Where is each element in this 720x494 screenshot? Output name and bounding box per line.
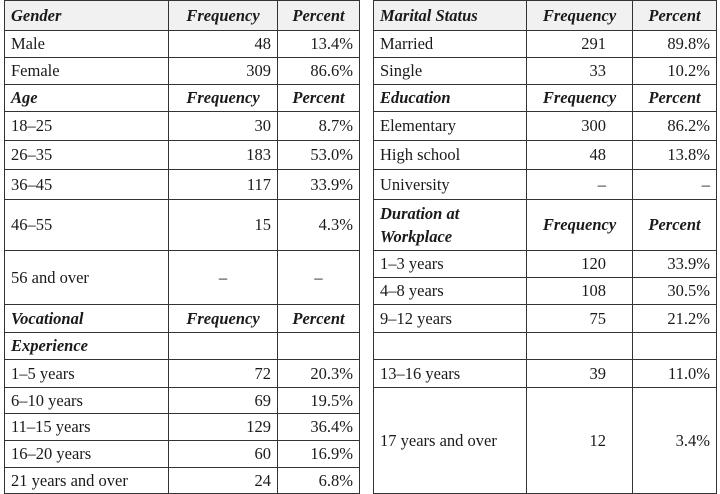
table-row	[5, 31, 360, 58]
row-frequency: 291	[527, 31, 633, 58]
row-frequency: 300	[527, 112, 633, 141]
frequency-header: Frequency	[169, 85, 278, 112]
table-row	[5, 200, 360, 251]
row-frequency: 48	[527, 141, 633, 170]
row-label: Single	[374, 58, 527, 85]
empty-cell	[278, 333, 360, 360]
row-label: 6–10 years	[5, 388, 169, 414]
row-percent: 10.2%	[633, 58, 717, 85]
table-row	[374, 305, 717, 333]
row-frequency: 12	[527, 388, 633, 494]
duration-at-workplace-header: Duration at Workplace	[374, 200, 527, 251]
table-row	[374, 388, 717, 494]
row-frequency: 33	[527, 58, 633, 85]
percent-header: Percent	[278, 85, 360, 112]
row-percent: 33.9%	[278, 170, 360, 200]
table-row	[374, 58, 717, 85]
table-row	[5, 170, 360, 200]
row-label: 36–45	[5, 170, 169, 200]
table-row	[5, 360, 360, 388]
table-row	[5, 58, 360, 85]
frequency-header: Frequency	[169, 1, 278, 31]
table-row	[5, 468, 360, 494]
row-percent: 33.9%	[633, 251, 717, 278]
row-percent: 20.3%	[278, 360, 360, 388]
row-percent: 16.9%	[278, 441, 360, 468]
table-row	[374, 278, 717, 305]
percent-header: Percent	[633, 1, 717, 31]
row-label: 11–15 years	[5, 414, 169, 441]
gender-header: Gender	[5, 1, 169, 31]
percent-header: Percent	[633, 200, 717, 251]
row-frequency: 309	[169, 58, 278, 85]
row-percent: 86.6%	[278, 58, 360, 85]
row-frequency: 120	[527, 251, 633, 278]
table-row	[5, 112, 360, 141]
row-percent: 89.8%	[633, 31, 717, 58]
row-percent: –	[278, 251, 360, 305]
row-label: 18–25	[5, 112, 169, 141]
row-label: 16–20 years	[5, 441, 169, 468]
duration-header-row	[374, 200, 717, 251]
empty-row	[374, 333, 717, 360]
education-header: Education	[374, 85, 527, 112]
row-percent: 36.4%	[278, 414, 360, 441]
row-percent: 8.7%	[278, 112, 360, 141]
vocational-header-row-2	[5, 333, 360, 360]
row-label: Married	[374, 31, 527, 58]
row-frequency: 72	[169, 360, 278, 388]
row-label: Female	[5, 58, 169, 85]
row-percent: 4.3%	[278, 200, 360, 251]
age-header: Age	[5, 85, 169, 112]
row-label: 26–35	[5, 141, 169, 170]
table-row	[5, 141, 360, 170]
marital-status-header: Marital Status	[374, 1, 527, 31]
row-frequency: 39	[527, 360, 633, 388]
percent-header: Percent	[633, 85, 717, 112]
table-row	[5, 414, 360, 441]
frequency-header: Frequency	[527, 85, 633, 112]
education-header-row	[374, 85, 717, 112]
age-header-row	[5, 85, 360, 112]
table-row	[5, 441, 360, 468]
row-percent: 3.4%	[633, 388, 717, 494]
row-frequency: 117	[169, 170, 278, 200]
table-row	[5, 251, 360, 305]
marital-header-row	[374, 1, 717, 31]
row-percent: –	[633, 170, 717, 200]
row-percent: 13.4%	[278, 31, 360, 58]
row-label: Male	[5, 31, 169, 58]
row-label: 9–12 years	[374, 305, 527, 333]
table-row	[374, 170, 717, 200]
table-row	[374, 251, 717, 278]
table-row	[5, 388, 360, 414]
vocational-header: Vocational	[5, 305, 169, 333]
table-row	[374, 112, 717, 141]
row-frequency: 24	[169, 468, 278, 494]
row-label: 46–55	[5, 200, 169, 251]
frequency-header: Frequency	[527, 200, 633, 251]
row-label: Elementary	[374, 112, 527, 141]
row-percent: 11.0%	[633, 360, 717, 388]
vocational-header-row	[5, 305, 360, 333]
row-frequency: 75	[527, 305, 633, 333]
row-percent: 53.0%	[278, 141, 360, 170]
gender-header-row	[5, 1, 360, 31]
table-row	[374, 360, 717, 388]
row-label: 13–16 years	[374, 360, 527, 388]
row-frequency: 48	[169, 31, 278, 58]
table-row	[374, 31, 717, 58]
left-demographics-table	[4, 0, 360, 494]
row-percent: 86.2%	[633, 112, 717, 141]
row-percent: 6.8%	[278, 468, 360, 494]
empty-cell	[169, 333, 278, 360]
empty-cell	[633, 333, 717, 360]
empty-cell	[374, 333, 527, 360]
row-percent: 21.2%	[633, 305, 717, 333]
frequency-header: Frequency	[527, 1, 633, 31]
row-percent: 13.8%	[633, 141, 717, 170]
row-frequency: 129	[169, 414, 278, 441]
row-frequency: 183	[169, 141, 278, 170]
row-percent: 19.5%	[278, 388, 360, 414]
row-frequency: 15	[169, 200, 278, 251]
row-label: 1–3 years	[374, 251, 527, 278]
empty-cell	[527, 333, 633, 360]
row-label: 21 years and over	[5, 468, 169, 494]
experience-header: Experience	[5, 333, 169, 360]
row-frequency: 69	[169, 388, 278, 414]
row-frequency: –	[527, 170, 633, 200]
row-frequency: 30	[169, 112, 278, 141]
percent-header: Percent	[278, 305, 360, 333]
row-frequency: 60	[169, 441, 278, 468]
row-label: High school	[374, 141, 527, 170]
frequency-header: Frequency	[169, 305, 278, 333]
row-label: University	[374, 170, 527, 200]
row-label: 1–5 years	[5, 360, 169, 388]
percent-header: Percent	[278, 1, 360, 31]
row-label: 17 years and over	[374, 388, 527, 494]
row-label: 56 and over	[5, 251, 169, 305]
right-demographics-table	[373, 0, 717, 494]
row-label: 4–8 years	[374, 278, 527, 305]
row-percent: 30.5%	[633, 278, 717, 305]
row-frequency: 108	[527, 278, 633, 305]
table-row	[374, 141, 717, 170]
row-frequency: –	[169, 251, 278, 305]
